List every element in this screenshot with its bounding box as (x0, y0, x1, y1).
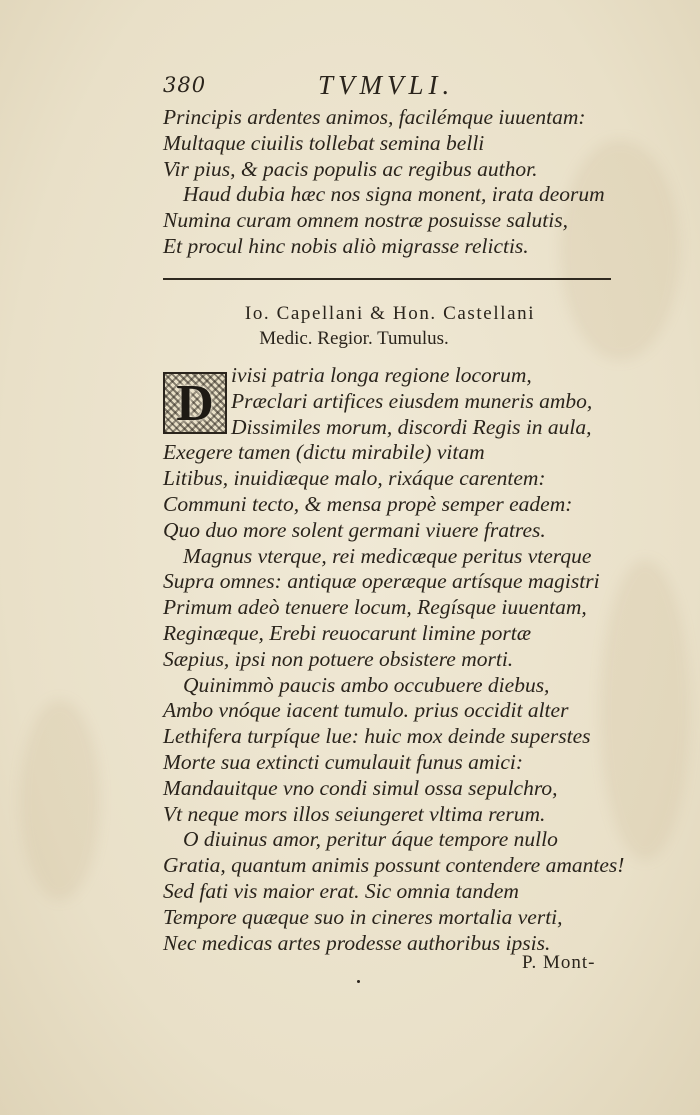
verse-line: Ambo vnóque iacent tumulo. prius occidit alter (163, 698, 569, 723)
initial-letter: D (176, 374, 214, 432)
verse-line: Multaque ciuilis tollebat semina belli (163, 130, 485, 155)
verse-line: Morte sua extincti cumulauit funus amici: (163, 749, 524, 774)
epitaph-verse (163, 363, 624, 956)
verse-line: O diuinus amor, peritur áque tempore nullo (183, 827, 558, 852)
verse-line: Sed fati vis maior erat. Sic omnia tandem (163, 878, 519, 903)
verse-line: Primum adeò tenuere locum, Regísque iuuentam, (163, 595, 587, 620)
page-number: 380 (163, 73, 207, 97)
running-title: TVMVLI. (318, 70, 455, 100)
verse-line: Reginæque, Erebi reuocarunt limine portæ (163, 620, 532, 645)
epitaph-title: Io. Capellani & Hon. Castellani (244, 303, 536, 324)
verse-line: Vir pius, & pacis populis ac regibus author. (163, 156, 538, 181)
verse-line: Quinimmò paucis ambo occubuere diebus, (183, 672, 550, 697)
verse-line: Sæpius, ipsi non potuere obsistere morti. (163, 646, 514, 671)
verse-line: Vt neque mors illos seiungeret vltima rerum. (163, 801, 546, 826)
verse-line: Haud dubia hæc nos signa monent, irata deorum (183, 182, 605, 207)
catchword: P. Mont- (522, 952, 596, 973)
verse-line: Gratia, quantum animis possunt contendere amantes! (163, 853, 625, 878)
verse-line: Quo duo more solent germani viuere fratres. (163, 517, 546, 542)
section-divider (163, 278, 611, 280)
top-verse (163, 105, 605, 260)
epitaph-subtitle: Medic. Regior. Tumulus. (259, 328, 449, 349)
verse-line: Numina curam omnem nostræ posuisse salutis, (163, 208, 568, 233)
verse-line: Supra omnes: antiquæ operæque artísque magistri (163, 569, 600, 594)
printer-mark (357, 980, 360, 983)
verse-line: Tempore quæque suo in cineres mortalia verti, (163, 904, 563, 929)
verse-line: Principis ardentes animos, facilémque iuuentam: (163, 105, 586, 129)
running-head (0, 70, 700, 102)
verse-line: Lethifera turpíque lue: huic mox deinde superstes (163, 724, 591, 749)
verse-line: Exegere tamen (dictu mirabile) vitam (163, 440, 485, 465)
verse-line: Præclari artifices eiusdem muneris ambo, (231, 388, 593, 413)
verse-line: Dissimiles morum, discordi Regis in aula, (231, 414, 592, 439)
verse-line: Mandauitque vno condi simul ossa sepulchro, (163, 775, 558, 800)
verse-line: Et procul hinc nobis aliò migrasse relictis. (163, 233, 529, 258)
verse-line: Magnus vterque, rei medicæque peritus vterque (183, 543, 592, 568)
paper-stain (20, 700, 100, 900)
verse-line: ivisi patria longa regione locorum, (231, 363, 532, 387)
verse-line: Nec medicas artes prodesse authoribus ipsis. (163, 930, 551, 955)
verse-line: Communi tecto, & mensa propè semper eadem: (163, 491, 573, 516)
verse-line: Litibus, inuidiæque malo, rixáque carentem: (163, 466, 546, 491)
